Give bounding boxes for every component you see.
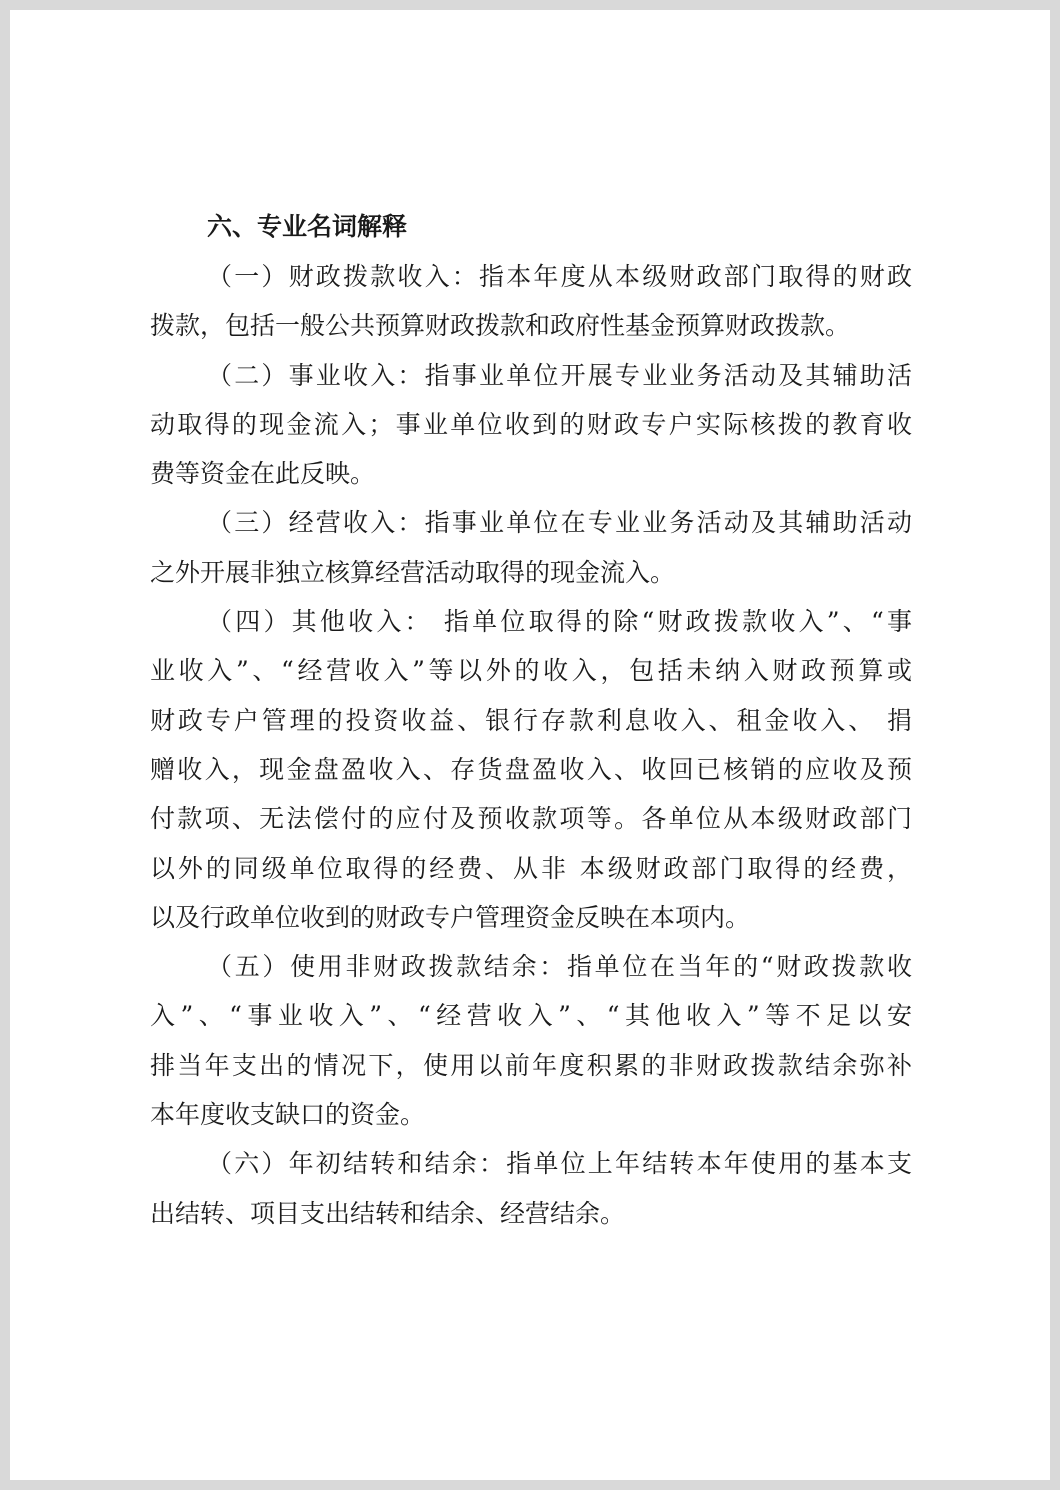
paragraph-carryover-balance bbox=[150, 1139, 912, 1238]
paragraph-line: （五）使用非财政拨款结余：指单位在当年的“财政拨款收 bbox=[207, 952, 912, 982]
paragraph-line: （四）其他收入： 指单位取得的除“财政拨款收入”、“事 bbox=[207, 607, 912, 637]
paragraph-line: （一）财政拨款收入：指本年度从本级财政部门取得的财政 bbox=[207, 262, 912, 291]
paragraph-line: 出结转、项目支出结转和结余、经营结余。 bbox=[150, 1198, 626, 1228]
paragraph-line: 拨款，包括一般公共预算财政拨款和政府性基金预算财政拨款。 bbox=[150, 311, 851, 341]
paragraph-line: 本年度收支缺口的资金。 bbox=[150, 1100, 426, 1130]
paragraph-line: 之外开展非独立核算经营活动取得的现金流入。 bbox=[150, 557, 676, 587]
paragraph-line: 业收入”、“经营收入”等以外的收入，包括未纳入财政预算或 bbox=[150, 656, 912, 686]
paragraph-list bbox=[150, 252, 912, 1238]
paragraph-line: 以及行政单位收到的财政专户管理资金反映在本项内。 bbox=[150, 902, 751, 932]
paragraph-operating-income bbox=[150, 498, 912, 597]
paragraph-line: 以外的同级单位取得的经费、从非 本级财政部门取得的经费， bbox=[150, 853, 912, 883]
paragraph-non-fiscal-surplus-use bbox=[150, 942, 912, 1139]
document-page bbox=[10, 10, 1050, 1480]
paragraph-fiscal-appropriation-income bbox=[150, 252, 912, 351]
paragraph-line: 财政专户管理的投资收益、银行存款利息收入、租金收入、 捐 bbox=[150, 705, 912, 735]
paragraph-line: 动取得的现金流入；事业单位收到的财政专户实际核拨的教育收 bbox=[150, 409, 912, 439]
paragraph-line: 付款项、无法偿付的应付及预收款项等。各单位从本级财政部门 bbox=[150, 804, 912, 834]
paragraph-line: 入”、“事业收入”、“经营收入”、“其他收入”等不足以安 bbox=[150, 1001, 912, 1031]
paragraph-business-income bbox=[150, 351, 912, 499]
paragraph-line: 排当年支出的情况下，使用以前年度积累的非财政拨款结余弥补 bbox=[150, 1050, 912, 1080]
paragraph-line: 费等资金在此反映。 bbox=[150, 459, 376, 489]
paragraph-line: （三）经营收入：指事业单位在专业业务活动及其辅助活动 bbox=[207, 508, 912, 538]
paragraph-line: 赠收入，现金盘盈收入、存货盘盈收入、收回已核销的应收及预 bbox=[150, 754, 912, 784]
paragraph-other-income bbox=[150, 597, 912, 942]
section-heading: 六、专业名词解释 bbox=[207, 212, 408, 241]
paragraph-line: （六）年初结转和结余：指单位上年结转本年使用的基本支 bbox=[207, 1149, 912, 1179]
paragraph-line: （二）事业收入：指事业单位开展专业业务活动及其辅助活 bbox=[207, 360, 912, 390]
